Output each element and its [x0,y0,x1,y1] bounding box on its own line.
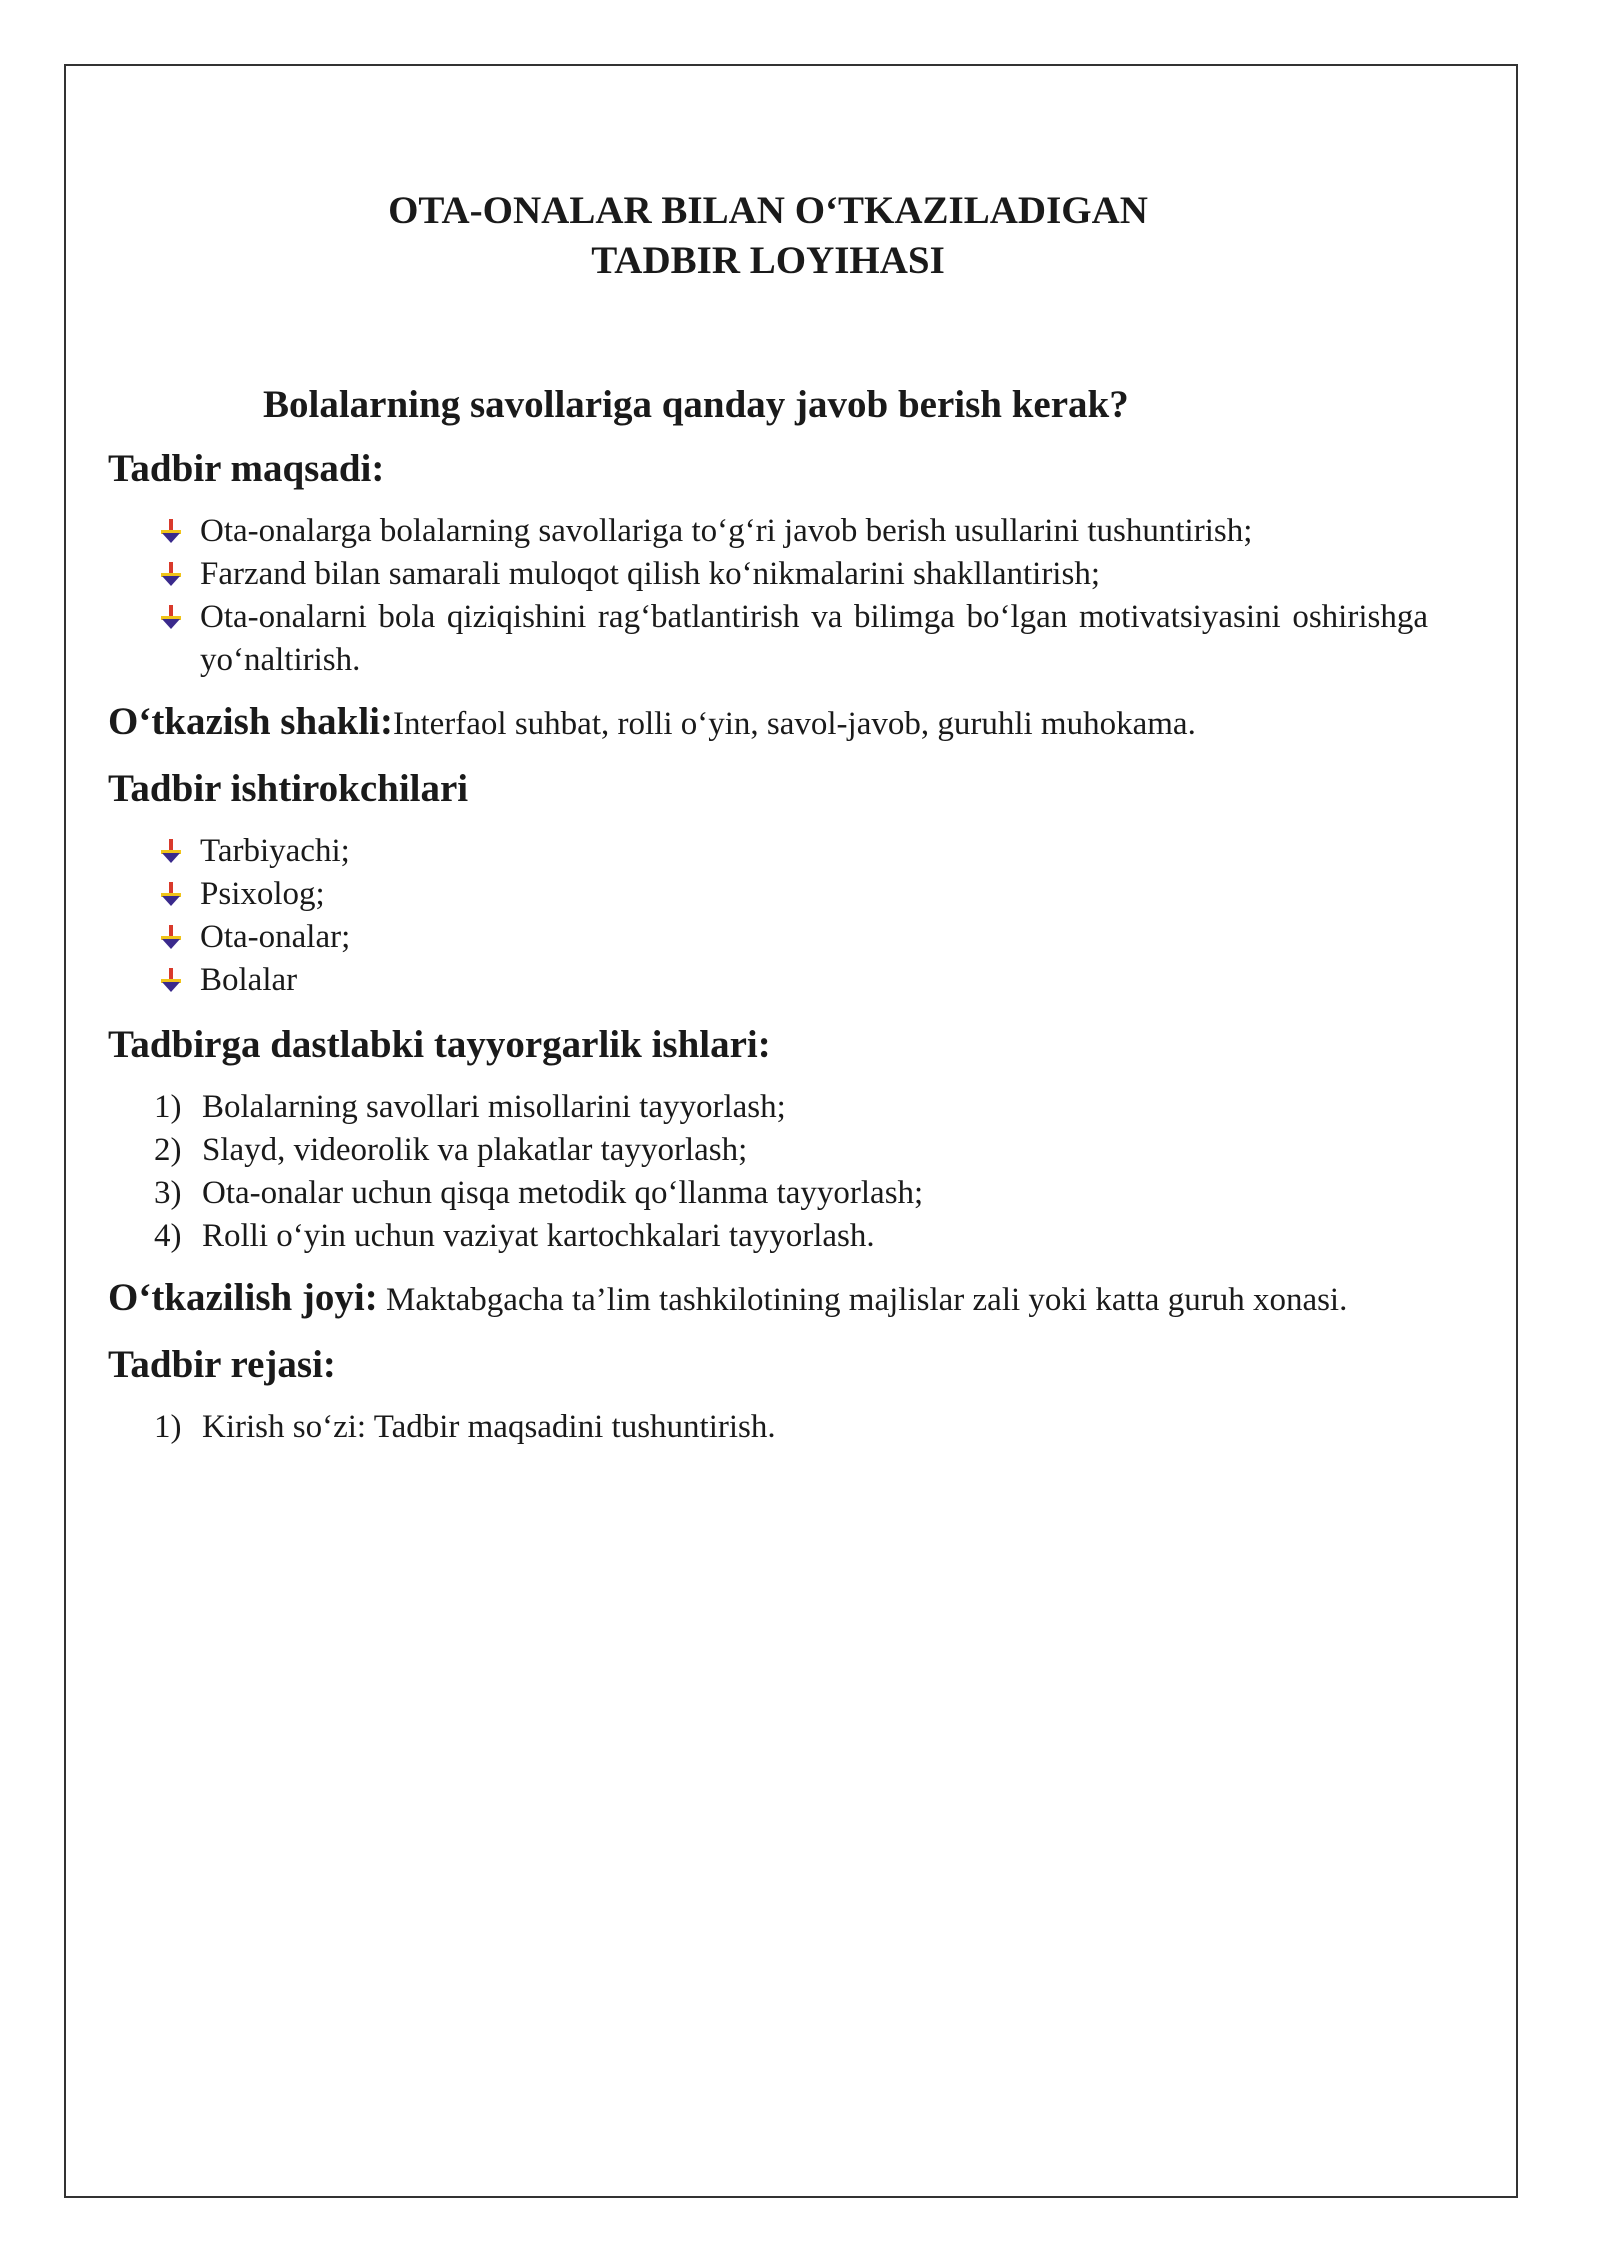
arrow-bullet-icon [158,924,184,950]
document-title [108,186,1428,286]
item-text: Ota-onalar uchun qisqa metodik qo‘llanma tayyorlash; [202,1175,924,1211]
participant-text: Bolalar [200,962,298,998]
item-text: Rolli o‘yin uchun vaziyat kartochkalari tayyorlash. [202,1218,875,1254]
list-item [156,510,1428,553]
list-item [154,1215,1428,1258]
goal-list [156,510,1428,682]
goal-item-text: Ota-onalarni bola qiziqishini rag‘batlantirish va bilimga bo‘lgan motivatsiyasini oshirishga yo‘naltirish. [200,599,1428,678]
item-text: Bolalarning savollari misollarini tayyorlash; [202,1089,786,1125]
document-body [108,186,1428,1449]
form-text: Interfaol suhbat, rolli o‘yin, savol-javob, guruhli muhokama. [392,706,1196,742]
document-subtitle: Bolalarning savollariga qanday javob berish kerak? [263,383,1129,426]
preparation-heading: Tadbirga dastlabki tayyorgarlik ishlari: [108,1023,771,1066]
list-item [154,1086,1428,1129]
plan-list [154,1406,1428,1449]
participants-list [156,830,1428,1002]
form-paragraph [108,700,1428,746]
plan-heading: Tadbir rejasi: [108,1343,336,1386]
item-number: 1) [154,1089,182,1125]
list-item [156,553,1428,596]
list-item [156,596,1428,682]
participant-text: Psixolog; [200,876,325,912]
item-number: 2) [154,1132,182,1168]
arrow-bullet-icon [158,561,184,587]
item-number: 3) [154,1175,182,1211]
list-item [156,873,1428,916]
participants-heading: Tadbir ishtirokchilari [108,767,469,810]
title-line-1: OTA-ONALAR BILAN O‘TKAZILADIGAN [388,189,1148,232]
arrow-bullet-icon [158,838,184,864]
list-item [156,830,1428,873]
goal-heading: Tadbir maqsadi: [108,447,385,490]
preparation-list [154,1086,1428,1258]
arrow-bullet-icon [158,967,184,993]
goal-item-text: Farzand bilan samarali muloqot qilish ko‘nikmalarini shakllantirish; [200,556,1100,592]
list-item [154,1406,1428,1449]
arrow-bullet-icon [158,518,184,544]
venue-paragraph [108,1276,1428,1322]
list-item [156,959,1428,1002]
goal-item-text: Ota-onalarga bolalarning savollariga to‘g‘ri javob berish usullarini tushuntirish; [200,513,1253,549]
list-item [154,1172,1428,1215]
list-item [154,1129,1428,1172]
participant-text: Tarbiyachi; [200,833,350,869]
participant-text: Ota-onalar; [200,919,351,955]
list-item [156,916,1428,959]
item-text: Slayd, videorolik va plakatlar tayyorlash; [202,1132,748,1168]
arrow-bullet-icon [158,881,184,907]
item-text: Kirish so‘zi: Tadbir maqsadini tushuntirish. [202,1409,776,1445]
item-number: 1) [154,1409,182,1445]
venue-label: O‘tkazilish joyi: [108,1276,378,1319]
venue-text: Maktabgacha ta’lim tashkilotining majlislar zali yoki katta guruh xonasi. [386,1282,1348,1318]
item-number: 4) [154,1218,182,1254]
form-label: O‘tkazish shakli: [108,700,393,743]
title-line-2: TADBIR LOYIHASI [591,239,945,282]
arrow-bullet-icon [158,604,184,630]
